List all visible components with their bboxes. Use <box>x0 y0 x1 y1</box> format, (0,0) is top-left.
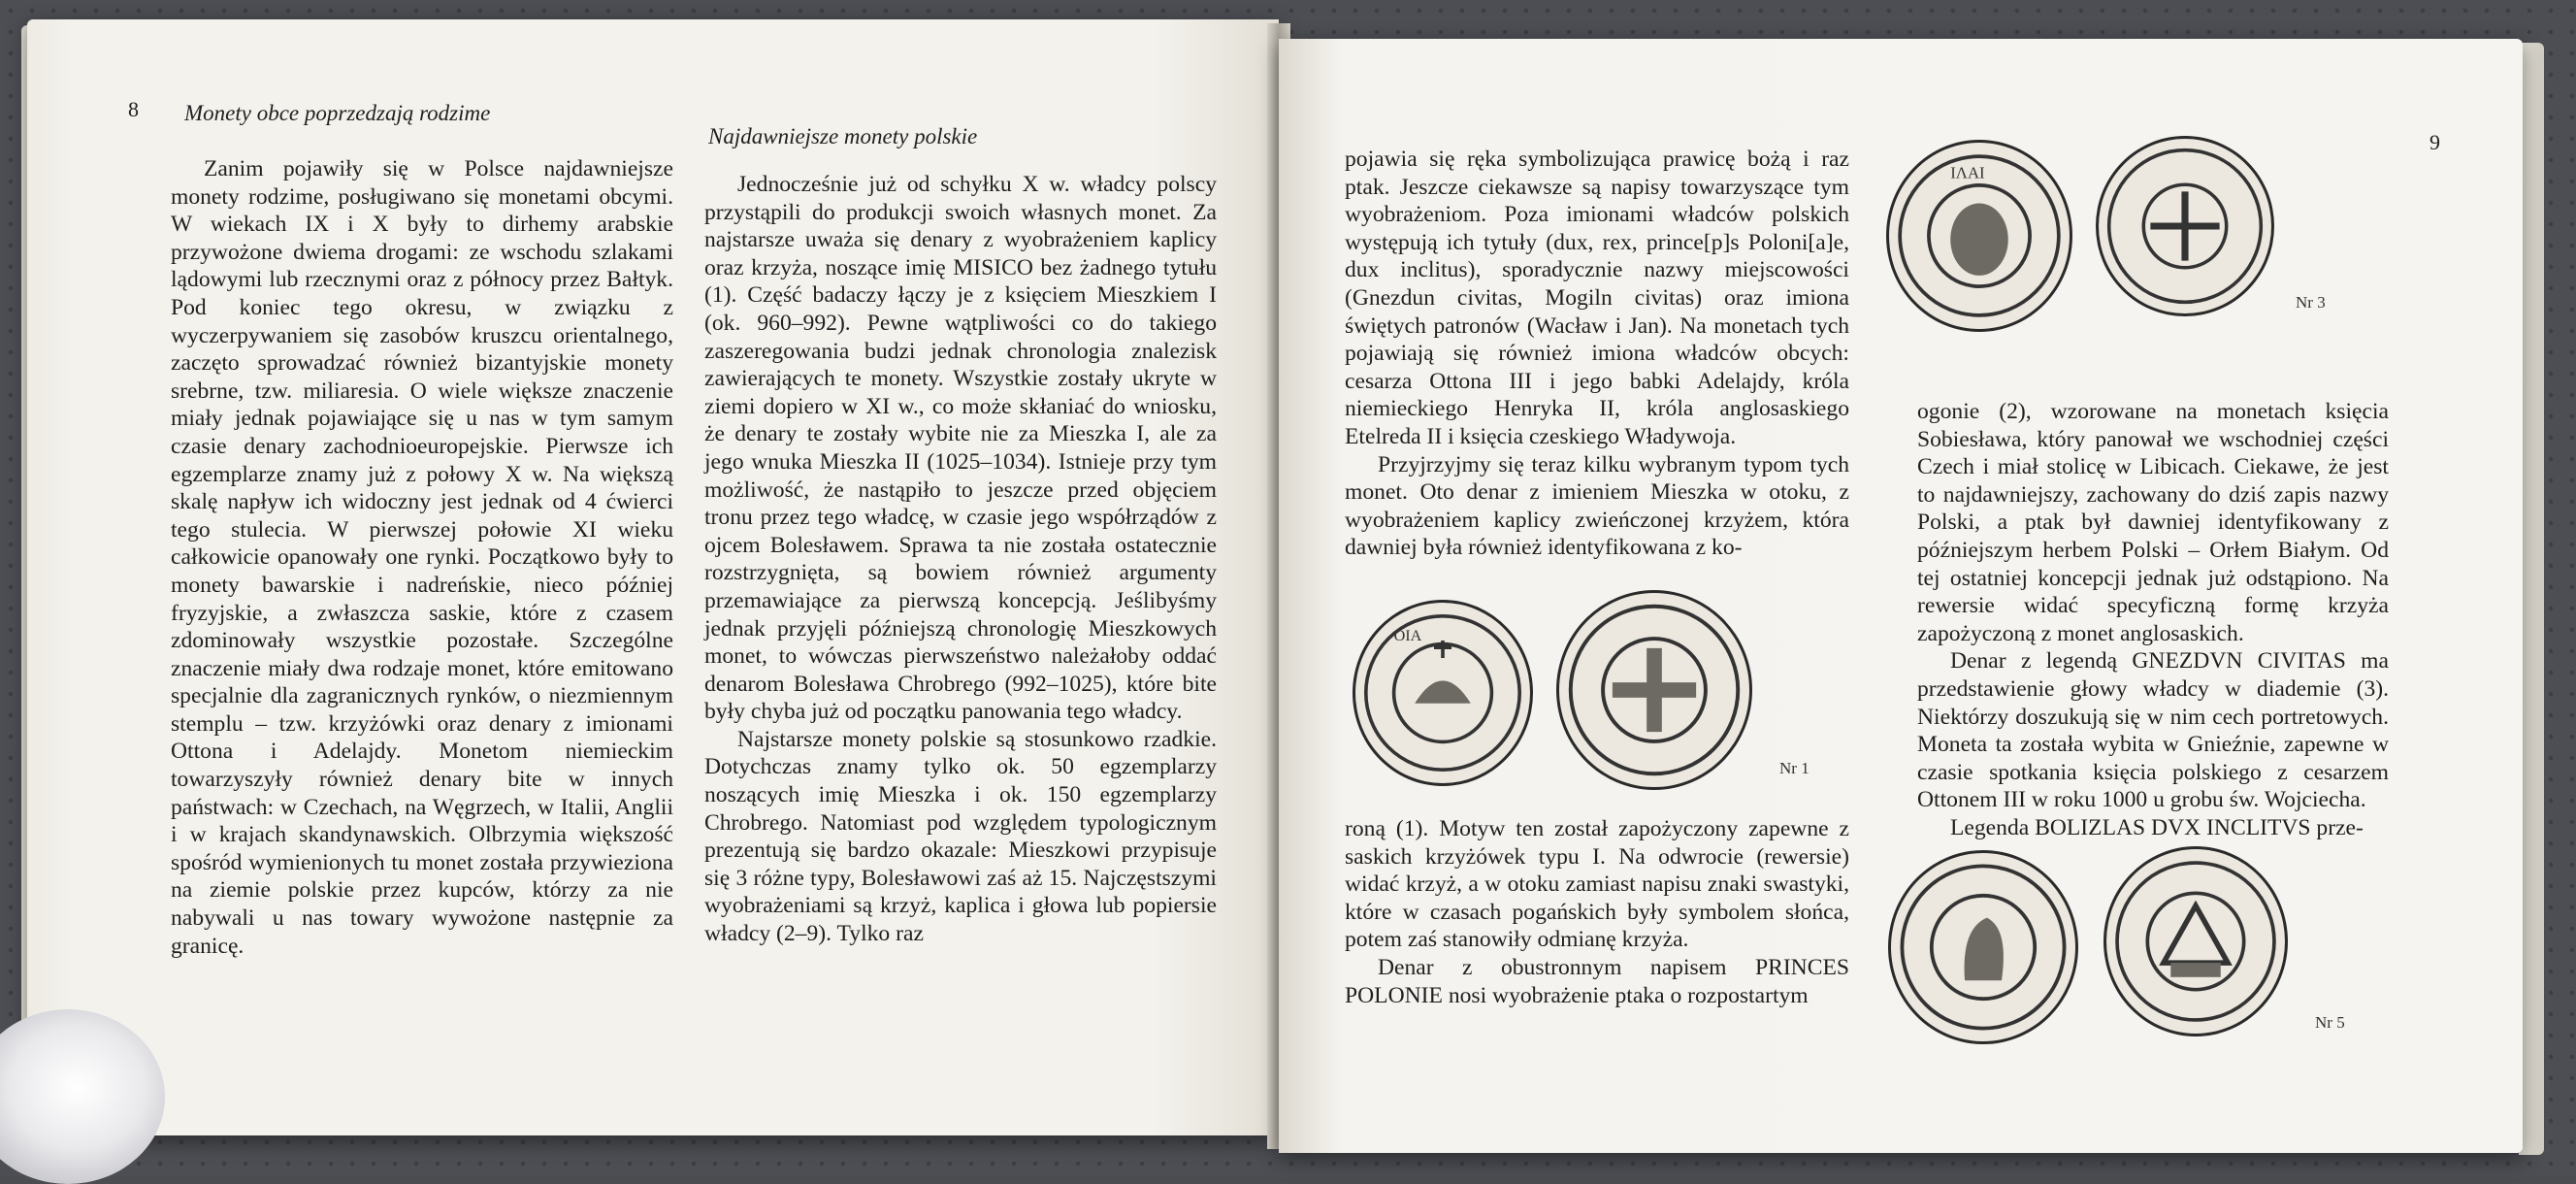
paragraph: Zanim pojawiły się w Polsce najdawniejsze monety rodzime, posługiwano się monetami obcymi. W wiekach IX i X były to dirhemy arabskie przywożone dwiema drogami: ze wschodu szlakami lądowymi lub rzecznymi oraz z północy przez Bałtyk. Pod koniec tego okresu, w związku z wyczerpywaniem się zasobów kruszcu orientalnego, zaczęto sprowadzać również bizantyjskie monety srebrne, tzw. miliaresia. O wiele większe znaczenie miały jednak pojawiające się u nas w tym samym czasie denary zachodnioeuropejskie. Pierwsze ich egzemplarze znamy już z połowy X w. Na większą skalę napływ ich widoczny jest jednak od 4 ćwierci tego stulecia. W pierwszej połowie XI wieku całkowicie opanowały one rynki. Początkowo były to monety bawarskie i nadreńskie, nieco później fryzyjskie, a zwłaszcza saskie, które z czasem zdominowały wszystkie pozostałe. Szczególne znaczenie miały dwa rodzaje monet, które emitowano specjalnie dla zagranicznych rynków, o niezmiennym stemplu – tzw. krzyżówki oraz denary z imionami Ottona i Adelajdy. Monetom niemieckim towarzyszyły również denary bite w innych państwach: w Czechach, na Węgrzech, w Italii, Anglii i w krajach skandynawskich. Olbrzymia większość spośród wymienionych tu monet została przywieziona na ziemie polskie przez kupców, którzy za nie nabywali u nas towary wywożone następnie za granicę. <box>171 156 673 959</box>
svg-text:ΟΙΑ: ΟΙΑ <box>1393 627 1422 644</box>
running-head-right: Najdawniejsze monety polskie <box>708 124 978 148</box>
paragraph: Legenda BOLIZLAS DVX INCLITVS prze- <box>1950 814 2364 840</box>
coin-nr1-obverse-image <box>1353 600 1533 786</box>
paragraph: Denar z obustronnym napisem PRINCES POLONIE nosi wyobrażenie ptaka o rozpostartym <box>1345 954 1849 1008</box>
coin-nr5-obverse-image <box>1888 850 2078 1044</box>
caption-nr3: Nr 3 <box>2296 293 2326 312</box>
paragraph: Najstarsze monety polskie są stosunkowo rzadkie. Dotychczas znamy tylko ok. 50 egzemplarzy noszących imię Mieszka i ok. 150 egzemplarzy Chrobrego. Natomiast pod względem typologicznym prezentują się bardzo okazale: Mieszkowi przypisuje się 3 różne typy, Bolesławowi zaś aż 15. Najczęstszymi wyobrażeniami są krzyż, kaplica i głowa lub popiersie władcy (2–9). Tylko raz <box>704 726 1217 947</box>
paragraph: Denar z legendą GNEZDVN CIVITAS ma przedstawienie głowy władcy w diademie (3). Niektórzy doszukują się w nim cech portretowych. Moneta ta została wybita w Gnieźnie, zapewne w czasie spotkania księcia polskiego z cesarzem Ottonem III w roku 1000 u grobu św. Wojciecha. <box>1917 648 2389 813</box>
coin-nr5-reverse-image <box>2103 846 2288 1036</box>
page-number-left: 8 <box>128 97 139 121</box>
running-head-left: Monety obce poprzedzają rodzime <box>184 101 491 125</box>
svg-text:ΙΛΑΙ: ΙΛΑΙ <box>1950 163 1985 182</box>
coin-nr1-reverse-image <box>1556 590 1752 790</box>
left-page-column-2 <box>704 171 1217 948</box>
paragraph: ogonie (2), wzorowane na monetach księcia Sobiesława, który panował we wschodniej części Czech i miał stolicę w Libicach. Ciekawe, że jest to najdawniejszy, zachowany do dziś zapis nazwy Polski, a ptak był dawniej identyfikowany z późniejszym herbem Polski – Orłem Białym. Od tej ostatniej koncepcji jednak już odstąpiono. Na rewersie widać specyficzną formę krzyża zapożyczoną z monet anglosaskich. <box>1917 399 2389 646</box>
right-page-column-2 <box>1917 398 2389 842</box>
paragraph: roną (1). Motyw ten został zapożyczony zapewne z saskich krzyżówek typu I. Na odwrocie (rewersie) widać krzyż, a w otoku zamiast napisu znaki swastyki, które w czasach pogańskich były symbolem słońca, potem zaś stanowiły odmianę krzyża. <box>1345 816 1849 953</box>
right-page-column-1-top <box>1345 146 1849 562</box>
coin-nr3-reverse-image <box>2096 136 2274 316</box>
page-number-right: 9 <box>2429 130 2440 154</box>
paragraph: Jednocześnie już od schyłku X w. władcy polscy przystąpili do produkcji swoich własnych monet. Za najstarsze uważa się denary z wyobrażeniem kaplicy oraz krzyża, noszące imię MISICO bez żadnego tytułu (1). Część badaczy łączy je z księciem Mieszkiem I (ok. 960–992). Pewne wątpliwości co do takiego zaszeregowania budzi jednak chronologia znalezisk zawierających te monety. Wszystkie zostały ukryte w ziemi dopiero w XI w., co może skłaniać do wniosku, że denary te zostały wybite nie za Mieszka I, ale za jego wnuka Mieszka II (1025–1034). Istnieje przy tym możliwość, że nastąpiło to jeszcze przed objęciem tronu przez tego władcę, w czasie jego współrządów z ojcem Bolesławem. Sprawa ta nie została ostatecznie rozstrzygnięta, są bowiem również argumenty przemawiające za pierwszą koncepcją. Jeślibyśmy jednak przyjęli późniejszą chronologię Mieszkowych monet, to wówczas pierwszeństwo należałoby oddać denarom Bolesława Chrobrego (992–1025), które bite były chyba już od początku panowania tego władcy. <box>704 172 1217 725</box>
paragraph: Przyjrzyjmy się teraz kilku wybranym typom tych monet. Oto denar z imieniem Mieszka w otoku, z wyobrażeniem kaplicy zwieńczonej krzyżem, która dawniej była również identyfikowana z ko- <box>1345 451 1849 561</box>
caption-nr1: Nr 1 <box>1779 759 1810 777</box>
right-page-column-1-bottom <box>1345 815 1849 1009</box>
coin-nr3-obverse-image <box>1886 140 2072 332</box>
left-page-column-1 <box>171 155 673 960</box>
caption-nr5: Nr 5 <box>2315 1013 2345 1032</box>
paragraph: pojawia się ręka symbolizująca prawicę bożą i raz ptak. Jeszcze ciekawsze są napisy towarzyszące tym wyobrażeniom. Poza imionami władców polskich występują ich tytuły (dux, rex, prince[p]s Polonі[a]e, dux inclitus), sporadycznie nazwy miejscowości (Gnezdun civitas, Mogiln civitas) oraz imiona świętych patronów (Wacław i Jan). Na monetach tych pojawiają się również imiona władców obcych: cesarza Ottona III i jego babki Adelajdy, króla niemieckiego Henryka II, króla anglosaskiego Etelreda II i księcia czeskiego Władywoja. <box>1345 147 1849 449</box>
